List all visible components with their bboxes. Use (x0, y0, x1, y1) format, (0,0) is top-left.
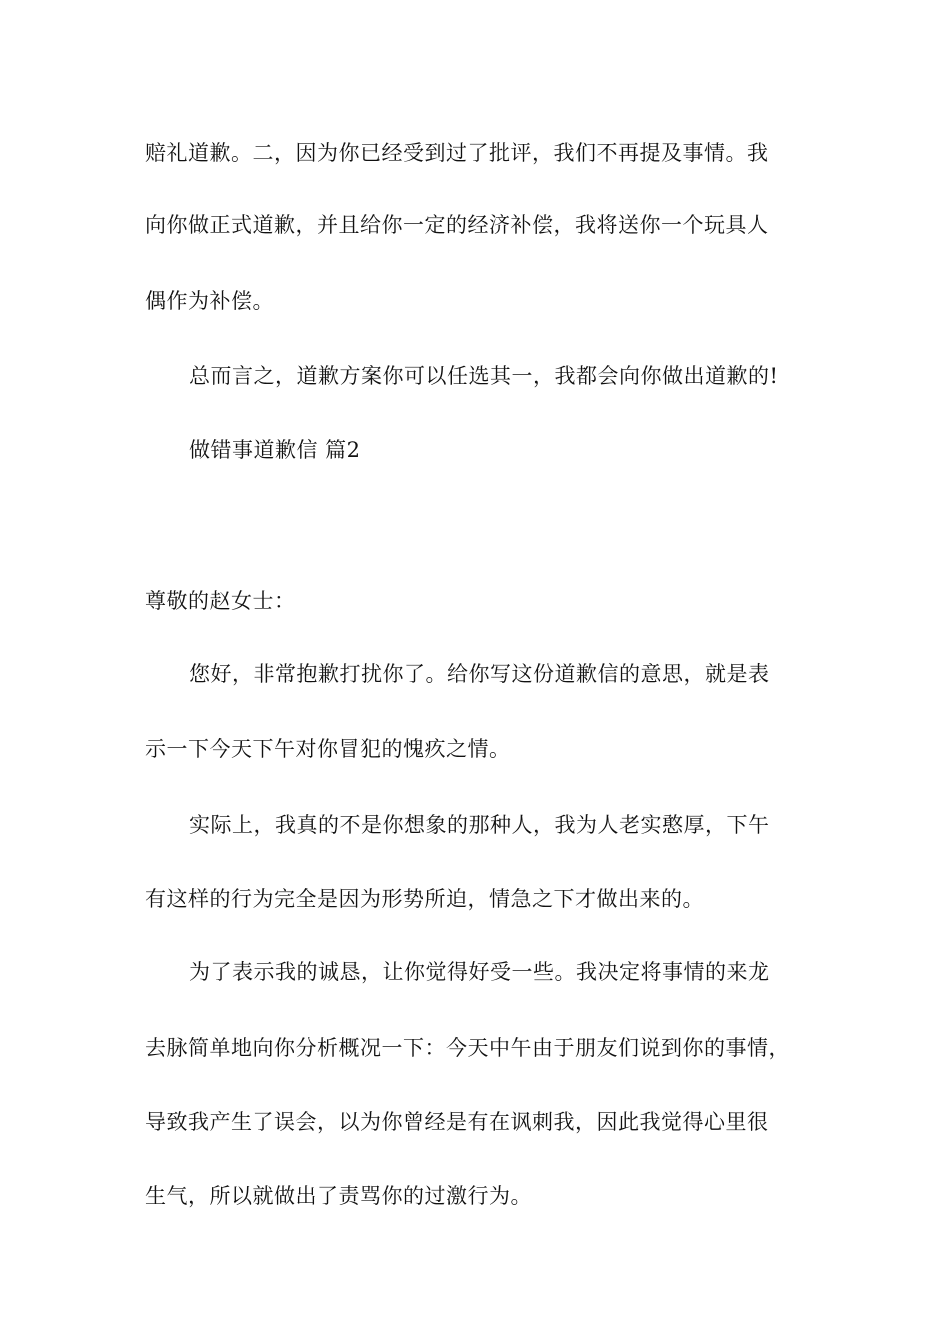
text-line: 实际上，我真的不是你想象的那种人，我为人老实憨厚，下午 (189, 813, 770, 837)
text-line: 有这样的行为完全是因为形势所迫，情急之下才做出来的。 (145, 887, 704, 911)
text-line: 您好，非常抱歉打扰你了。给你写这份道歉信的意思，就是表 (189, 662, 770, 686)
text-line: 为了表示我的诚恳，让你觉得好受一些。我决定将事情的来龙 (189, 960, 770, 984)
text-line: 赔礼道歉。二，因为你已经受到过了批评，我们不再提及事情。我 (145, 141, 769, 165)
salutation: 尊敬的赵女士： (145, 589, 296, 613)
text-line: 偶作为补偿。 (145, 289, 274, 313)
text-line: 去脉简单地向你分析概况一下：今天中午由于朋友们说到你的事情， (145, 1036, 790, 1060)
text-line: 向你做正式道歉，并且给你一定的经济补偿，我将送你一个玩具人 (145, 213, 769, 237)
text-line: 示一下今天下午对你冒犯的愧疚之情。 (145, 737, 511, 761)
text-line: 导致我产生了误会，以为你曾经是有在讽刺我，因此我觉得心里很 (145, 1110, 769, 1134)
section-heading: 做错事道歉信 篇2 (189, 438, 361, 462)
text-line: 生气，所以就做出了责骂你的过激行为。 (145, 1184, 532, 1208)
text-line: 总而言之，道歉方案你可以任选其一，我都会向你做出道歉的! (189, 364, 779, 388)
